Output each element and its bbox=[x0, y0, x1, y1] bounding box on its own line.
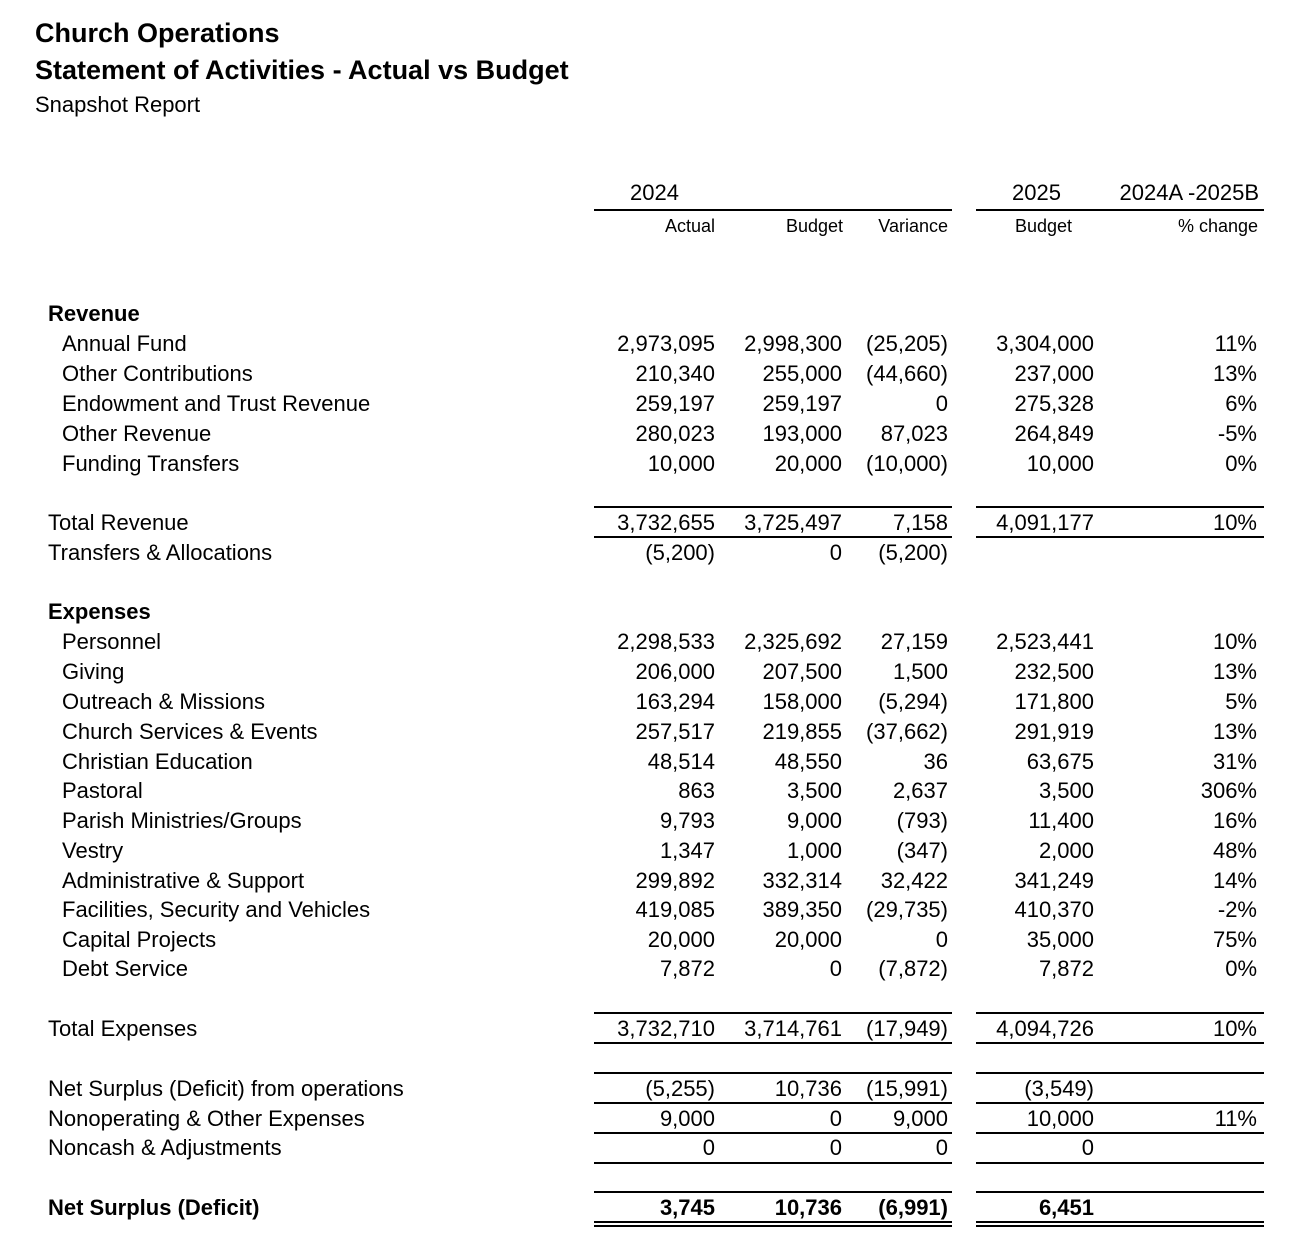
row-label: Facilities, Security and Vehicles bbox=[62, 897, 371, 922]
table-row bbox=[0, 776, 1292, 806]
table-row bbox=[0, 389, 1292, 419]
budget-value: 2,998,300 bbox=[744, 331, 842, 356]
expenses-section-heading bbox=[0, 597, 1292, 627]
variance-value: 0 bbox=[935, 1135, 948, 1160]
pct-change-value: 5% bbox=[1225, 689, 1257, 714]
variance-value: (29,735) bbox=[866, 897, 948, 922]
variance-column-header: Variance bbox=[878, 216, 948, 236]
budget-value: 3,714,761 bbox=[744, 1016, 842, 1041]
pct-change-value: 6% bbox=[1225, 391, 1257, 416]
actual-value: 2,298,533 bbox=[617, 629, 715, 654]
variance-value: 87,023 bbox=[880, 421, 948, 446]
revenue-label: Revenue bbox=[48, 301, 140, 326]
heading-rule-2024 bbox=[594, 209, 952, 211]
budget-2025-value: 410,370 bbox=[1014, 897, 1094, 922]
budget-value: 1,000 bbox=[786, 838, 842, 863]
table-row bbox=[0, 329, 1292, 359]
year-2024-heading: 2024 bbox=[630, 180, 679, 205]
pct-change-value: 11% bbox=[1214, 331, 1257, 356]
pct-change-value: 10% bbox=[1212, 510, 1257, 535]
variance-value: (793) bbox=[896, 808, 948, 833]
pct-change-value: 13% bbox=[1212, 719, 1257, 744]
row-label: Outreach & Missions bbox=[62, 689, 265, 714]
budget-value: 158,000 bbox=[762, 689, 842, 714]
net-surplus-double-rule-b-2025 bbox=[976, 1225, 1264, 1227]
variance-value: 9,000 bbox=[892, 1106, 948, 1131]
budget-value: 2,325,692 bbox=[744, 629, 842, 654]
budget-2025-value: 237,000 bbox=[1014, 361, 1094, 386]
pct-change-value: 14% bbox=[1212, 868, 1257, 893]
budget-2025-value: 2,523,441 bbox=[996, 629, 1094, 654]
report-title: Church Operations bbox=[35, 18, 280, 48]
table-row bbox=[0, 687, 1292, 717]
variance-value: (17,949) bbox=[866, 1016, 948, 1041]
variance-value: 1,500 bbox=[892, 659, 948, 684]
variance-value: (10,000) bbox=[866, 451, 948, 476]
budget-2025-value: 275,328 bbox=[1014, 391, 1094, 416]
row-label: Vestry bbox=[62, 838, 124, 863]
pct-change-value: 16% bbox=[1212, 808, 1257, 833]
budget-2025-value: 63,675 bbox=[1026, 749, 1094, 774]
row-label: Net Surplus (Deficit) bbox=[48, 1195, 260, 1220]
budget-value: 332,314 bbox=[762, 868, 842, 893]
budget-value: 48,550 bbox=[774, 749, 842, 774]
row-label: Endowment and Trust Revenue bbox=[62, 391, 371, 416]
pct-change-value: 13% bbox=[1212, 659, 1257, 684]
budget-value: 20,000 bbox=[774, 451, 842, 476]
row-label: Transfers & Allocations bbox=[48, 540, 273, 565]
budget-2025-column-header: Budget bbox=[1014, 216, 1072, 236]
pct-change-column-header: % change bbox=[1177, 216, 1258, 236]
budget-value: 389,350 bbox=[762, 897, 842, 922]
net-surplus-double-rule-a-2024 bbox=[594, 1221, 952, 1223]
pct-change-value: 10% bbox=[1212, 629, 1257, 654]
budget-2025-value: 264,849 bbox=[1014, 421, 1094, 446]
nonoperating-row bbox=[0, 1104, 1292, 1134]
row-label: Christian Education bbox=[62, 749, 253, 774]
actual-value: 9,000 bbox=[659, 1106, 715, 1131]
budget-2025-value: 232,500 bbox=[1014, 659, 1094, 684]
variance-value: (6,991) bbox=[878, 1195, 948, 1220]
variance-value: (7,872) bbox=[878, 956, 948, 981]
table-row bbox=[0, 717, 1292, 747]
actual-value: 863 bbox=[678, 778, 715, 803]
budget-value: 219,855 bbox=[762, 719, 842, 744]
budget-2025-value: 7,872 bbox=[1038, 956, 1094, 981]
variance-value: 7,158 bbox=[892, 510, 948, 535]
row-label: Other Revenue bbox=[62, 421, 212, 446]
row-label: Administrative & Support bbox=[62, 868, 305, 893]
actual-value: 9,793 bbox=[659, 808, 715, 833]
budget-value: 20,000 bbox=[774, 927, 842, 952]
row-label: Giving bbox=[62, 659, 125, 684]
budget-2025-value: 291,919 bbox=[1014, 719, 1094, 744]
actual-value: 280,023 bbox=[635, 421, 715, 446]
table-row bbox=[0, 627, 1292, 657]
net-operations-row bbox=[0, 1074, 1292, 1104]
actual-column-header: Actual bbox=[664, 216, 715, 236]
variance-value: 2,637 bbox=[892, 778, 948, 803]
variance-value: (44,660) bbox=[866, 361, 948, 386]
table-row bbox=[0, 925, 1292, 955]
total-expenses-bottom-rule-2024 bbox=[594, 1042, 952, 1044]
table-row bbox=[0, 866, 1292, 896]
budget-2025-value: 171,800 bbox=[1014, 689, 1094, 714]
noncash-row bbox=[0, 1133, 1292, 1163]
budget-value: 0 bbox=[829, 956, 842, 981]
budget-2025-value: 35,000 bbox=[1026, 927, 1094, 952]
budget-2025-value: 6,451 bbox=[1038, 1195, 1094, 1220]
row-label: Total Expenses bbox=[48, 1016, 198, 1041]
budget-value: 10,736 bbox=[774, 1076, 842, 1101]
row-label: Nonoperating & Other Expenses bbox=[48, 1106, 365, 1131]
noncash-bottom-rule-2024 bbox=[594, 1162, 952, 1164]
actual-value: 163,294 bbox=[635, 689, 715, 714]
net-surplus-double-rule-b-2024 bbox=[594, 1225, 952, 1227]
budget-2025-value: 2,000 bbox=[1038, 838, 1094, 863]
row-label: Other Contributions bbox=[62, 361, 253, 386]
statement-title: Statement of Activities - Actual vs Budget bbox=[35, 55, 569, 85]
actual-value: 206,000 bbox=[635, 659, 715, 684]
variance-value: (25,205) bbox=[866, 331, 948, 356]
budget-value: 0 bbox=[829, 1135, 842, 1160]
budget-column-header: Budget bbox=[785, 216, 843, 236]
table-row bbox=[0, 836, 1292, 866]
row-label: Personnel bbox=[62, 629, 162, 654]
actual-value: 3,745 bbox=[659, 1195, 715, 1220]
actual-value: (5,255) bbox=[645, 1076, 715, 1101]
variance-value: (347) bbox=[896, 838, 948, 863]
table-row bbox=[0, 954, 1292, 984]
budget-value: 10,736 bbox=[774, 1195, 842, 1220]
table-row bbox=[0, 806, 1292, 836]
revenue-section-heading bbox=[0, 299, 1292, 329]
actual-value: 2,973,095 bbox=[617, 331, 715, 356]
row-label: Net Surplus (Deficit) from operations bbox=[48, 1076, 404, 1101]
table-row bbox=[0, 747, 1292, 777]
budget-2025-value: 3,500 bbox=[1038, 778, 1094, 803]
budget-value: 207,500 bbox=[762, 659, 842, 684]
budget-2025-value: 4,094,726 bbox=[996, 1016, 1094, 1041]
total-expenses-row bbox=[0, 1014, 1292, 1044]
actual-value: 3,732,710 bbox=[617, 1016, 715, 1041]
budget-value: 0 bbox=[829, 1106, 842, 1131]
variance-value: (5,294) bbox=[878, 689, 948, 714]
budget-2025-value: 11,400 bbox=[1028, 808, 1094, 833]
table-row bbox=[0, 449, 1292, 479]
actual-value: 257,517 bbox=[635, 719, 715, 744]
budget-value: 193,000 bbox=[762, 421, 842, 446]
row-label: Funding Transfers bbox=[62, 451, 240, 476]
actual-value: (5,200) bbox=[645, 540, 715, 565]
variance-value: (37,662) bbox=[866, 719, 948, 744]
table-row bbox=[0, 657, 1292, 687]
table-row bbox=[0, 359, 1292, 389]
heading-rule-2025 bbox=[976, 209, 1264, 211]
actual-value: 3,732,655 bbox=[617, 510, 715, 535]
variance-value: 36 bbox=[923, 749, 948, 774]
pct-change-value: 306% bbox=[1200, 778, 1257, 803]
actual-value: 7,872 bbox=[659, 956, 715, 981]
actual-value: 10,000 bbox=[647, 451, 715, 476]
total-expenses-bottom-rule-2025 bbox=[976, 1042, 1264, 1044]
pct-change-value: 0% bbox=[1225, 956, 1257, 981]
budget-2025-value: 0 bbox=[1081, 1135, 1094, 1160]
pct-change-value: 11% bbox=[1214, 1106, 1257, 1131]
budget-2025-value: 341,249 bbox=[1014, 868, 1094, 893]
row-label: Church Services & Events bbox=[62, 719, 318, 744]
pct-change-value: 10% bbox=[1212, 1016, 1257, 1041]
budget-2025-value: 3,304,000 bbox=[996, 331, 1094, 356]
budget-2025-value: 4,091,177 bbox=[996, 510, 1094, 535]
report-subtitle: Snapshot Report bbox=[35, 92, 201, 117]
variance-value: 32,422 bbox=[880, 868, 948, 893]
budget-2025-value: 10,000 bbox=[1026, 1106, 1094, 1131]
variance-value: 0 bbox=[935, 927, 948, 952]
transfers-row bbox=[0, 538, 1292, 568]
budget-value: 9,000 bbox=[786, 808, 842, 833]
pct-change-value: 0% bbox=[1225, 451, 1257, 476]
year-2025-heading: 2025 bbox=[1012, 180, 1061, 205]
expenses-label: Expenses bbox=[48, 599, 151, 624]
budget-value: 259,197 bbox=[762, 391, 842, 416]
row-label: Annual Fund bbox=[62, 331, 187, 356]
change-heading: 2024A -2025B bbox=[1119, 180, 1259, 205]
budget-value: 255,000 bbox=[762, 361, 842, 386]
pct-change-value: 31% bbox=[1212, 749, 1257, 774]
pct-change-value: -2% bbox=[1217, 897, 1257, 922]
variance-value: 0 bbox=[935, 391, 948, 416]
variance-value: (15,991) bbox=[866, 1076, 948, 1101]
budget-value: 3,725,497 bbox=[744, 510, 842, 535]
row-label: Total Revenue bbox=[48, 510, 189, 535]
variance-value: 27,159 bbox=[880, 629, 948, 654]
pct-change-value: 13% bbox=[1212, 361, 1257, 386]
budget-value: 0 bbox=[829, 540, 842, 565]
actual-value: 20,000 bbox=[647, 927, 715, 952]
budget-value: 3,500 bbox=[786, 778, 842, 803]
row-label: Noncash & Adjustments bbox=[48, 1135, 282, 1160]
row-label: Debt Service bbox=[62, 956, 188, 981]
actual-value: 0 bbox=[702, 1135, 715, 1160]
budget-2025-value: (3,549) bbox=[1024, 1076, 1094, 1101]
variance-value: (5,200) bbox=[878, 540, 948, 565]
noncash-bottom-rule-2025 bbox=[976, 1162, 1264, 1164]
actual-value: 48,514 bbox=[647, 749, 715, 774]
table-row bbox=[0, 419, 1292, 449]
actual-value: 419,085 bbox=[635, 897, 715, 922]
actual-value: 1,347 bbox=[659, 838, 715, 863]
pct-change-value: 75% bbox=[1212, 927, 1257, 952]
pct-change-value: 48% bbox=[1212, 838, 1257, 863]
actual-value: 299,892 bbox=[635, 868, 715, 893]
table-row bbox=[0, 895, 1292, 925]
net-surplus-row bbox=[0, 1193, 1292, 1223]
actual-value: 259,197 bbox=[635, 391, 715, 416]
row-label: Capital Projects bbox=[62, 927, 217, 952]
pct-change-value: -5% bbox=[1217, 421, 1257, 446]
total-revenue-row bbox=[0, 508, 1292, 538]
net-surplus-double-rule-a-2025 bbox=[976, 1221, 1264, 1223]
row-label: Parish Ministries/Groups bbox=[62, 808, 302, 833]
row-label: Pastoral bbox=[62, 778, 143, 803]
actual-value: 210,340 bbox=[635, 361, 715, 386]
budget-2025-value: 10,000 bbox=[1026, 451, 1094, 476]
